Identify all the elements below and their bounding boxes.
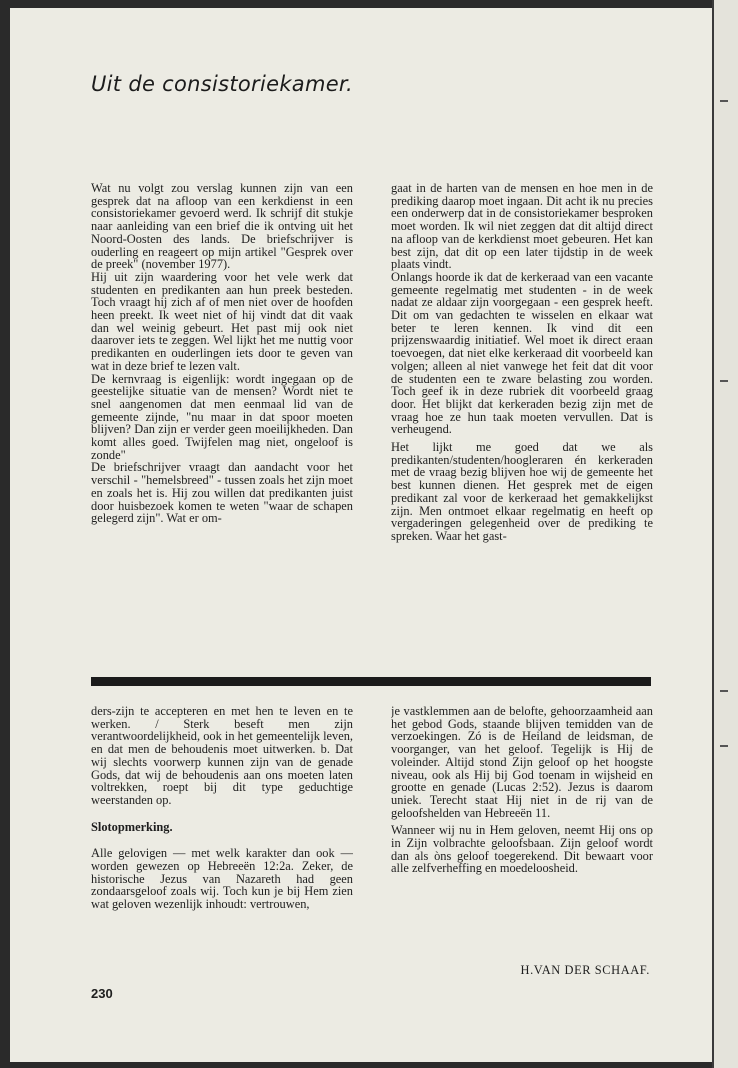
article-title: Uit de consistoriekamer. [91,72,353,96]
paragraph: De briefschrijver vraagt dan aandacht voor het verschil - "hemelsbreed" - tussen zoals het zijn moet en zoals het is. Hij zou willen dat predikanten juist door huisbezoek komen te weten "waar de schapen gelegerd zijn". Wat er om- [91,460,353,526]
column-top-left [91,182,353,652]
paragraph: je vastklemmen aan de belofte, gehoorzaamheid aan het gebod Gods, staande blijven temidden van de verzoekingen. Zó is de Heiland de leidsman, de voorganger, van het geloof. Tegelijk is Hij de voleinder. Altijd stond Zijn geloof op het hoogste niveau, ook als Hij bij God toenam in wijsheid en grootte en genade (Lucas 2:52). Jezus is daarom uniek. Terecht staat Hij niet in de rij van de geloofshelden van Hebreeën 11. [391,705,653,820]
section-heading: Slotopmerking. [91,819,173,834]
paragraph: gaat in de harten van de mensen en hoe men in de prediking daarop moet ingaan. Dit acht ik nu precies een onderwerp dat in de consistoriekamer besproken moet worden. Ik wil niet zeggen dat dit altijd direct na afloop van de kerkdienst moet gebeuren. Het kan best zijn, dat dit op een later tijdstip in de week plaats vindt. [391,182,653,272]
paragraph: De kernvraag is eigenlijk: wordt ingegaan op de geestelijke situatie van de mensen? Wordt niet te snel aangenomen dat men eenmaal lid van de gemeente zijnde, "nu maar in dat spoor moeten blijven? Dan zijn er verder geen moeilijkheden. Dan komt alles goed. Twijfelen mag niet, ongeloof is zonde" [91,371,353,462]
paragraph: Hij uit zijn waardering voor het vele werk dat studenten en predikanten aan hun preek besteden. Toch vraagt hij zich af of men niet over de hoofden heen preekt. Ik weet niet of hij vindt dat dit vaak dan wel weinig gebeurt. Het past mij ook niet daarover iets te zeggen. Wel lijkt het me nuttig voor predikanten en ouderlingen iets door te geven van wat in deze brief te lezen valt. [91,269,353,373]
section-divider [91,677,651,686]
paragraph: Wat nu volgt zou verslag kunnen zijn van een gesprek dat na afloop van een kerkdienst in een consistoriekamer gevoerd werd. Ik schrijf dit stukje naar aanleiding van een brief die ik ontving uit het Noord-Oosten des lands. De briefschrijver is ouderling en reageert op mijn artikel "Gesprek over de preek" (november 1977). [91,182,353,272]
author-signature: H.VAN DER SCHAAF. [520,963,650,977]
paragraph: Alle gelovigen — met welk karakter dan ook — worden gewezen op Hebreeën 12:2a. Zeker, de historische Jezus van Nazareth had geen zondaarsgeloof zoals wij. Toch kun je bij Hem zien wat geloven wezenlijk inhoudt: vertrouwen, [91,846,353,912]
column-bottom-right [391,705,653,963]
paragraph: Het lijkt me goed dat we als predikanten/studenten/hoogleraren én kerkeraden met de vraag bezig blijven hoe wij de gemeente het best kunnen dienen. Het gesprek met de eigen predikant zal voor de kerkeraad het gemakkelijkst zijn. Men ontmoet elkaar regelmatig en heeft op vergaderingen gelegenheid over de prediking te spreken. Waar het gast- [391,440,653,543]
page-number: 230 [91,986,113,1001]
column-bottom-left [91,705,353,981]
adjacent-page-edge [712,0,738,1068]
column-top-right [391,182,653,652]
paragraph: Onlangs hoorde ik dat de kerkeraad van een vacante gemeente regelmatig met studenten - in de week nadat ze aldaar zijn voorgegaan - een gesprek heeft. Dit om van gedachten te wisselen en elkaar wat beter te leren kennen. Ik vind dit een prijzenswaardig initiatief. Wel moet ik direct eraan toevoegen, dat niet elke kerkeraad dit voorbeeld kan volgen; alleen al niet vanwege het feit dat dit voor de studenten een te zware belasting zou worden. Toch geef ik in deze rubriek dit voorbeeld graag door. Het blijkt dat kerkeraden bezig zijn met de vraag hoe ze hun taak moeten vervullen. Dat is verheugend. [391,269,653,437]
paragraph: Wanneer wij nu in Hem geloven, neemt Hij ons op in Zijn volbrachte geloofsbaan. Zijn geloof wordt dan als òns geloof toegerekend. Dit bewaart voor alle zelfverheffing en moedeloosheid. [391,823,653,876]
paragraph: ders-zijn te accepteren en met hen te leven en te werken. / Sterk beseft men zijn verantwoordelijkheid, ook in het gemeentelijk leven, en dat men de behoudenis moet uitwerken. b. Dat wij slechts voorwerp kunnen zijn van de genade Gods, dat wij de behoudenis aan ons moeten laten voltrekken, roept bij dit type geduchtige weerstanden op. [91,705,353,807]
